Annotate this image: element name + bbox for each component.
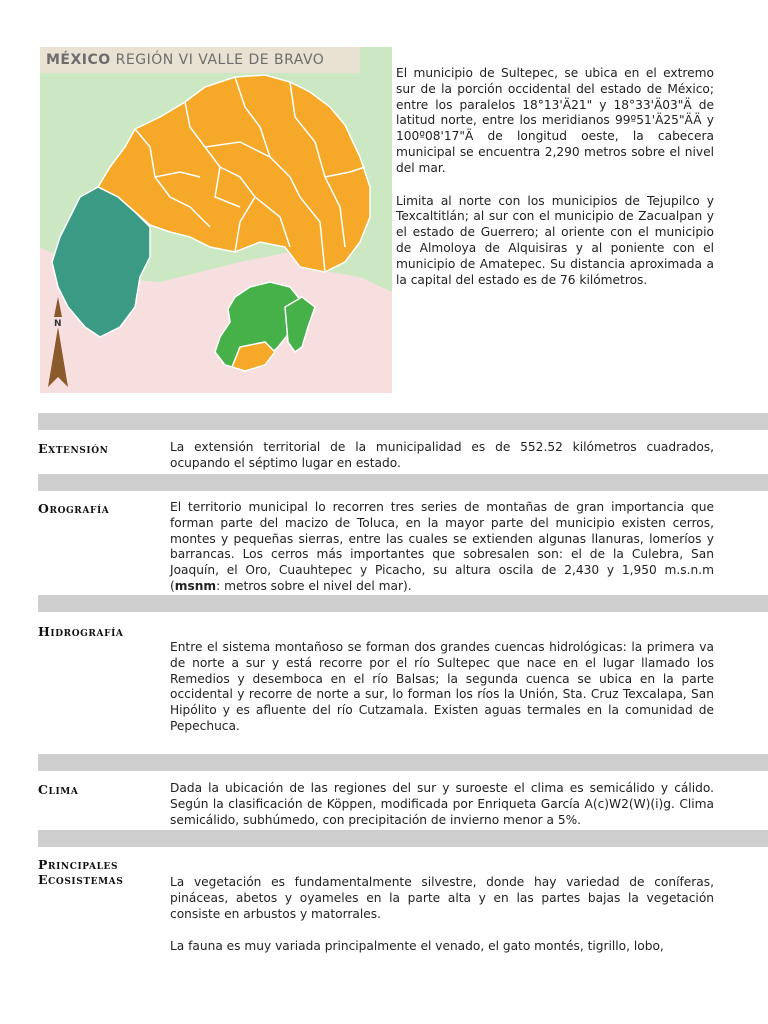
map-title-region: REGIÓN VI VALLE DE BRAVO — [115, 52, 325, 68]
vegetation-paragraph: La vegetación es fundamentalmente silvestre, donde hay variedad de coníferas, pináceas, abetos y oyameles en la parte alta y en las partes bajas la vegetación consiste en arbustos y matorrales. — [170, 875, 714, 921]
section-divider-bar — [38, 754, 768, 771]
extension-paragraph: La extensión territorial de la municipalidad es de 552.52 kilómetros cuadrados, ocupando el séptimo lugar en estado. — [170, 440, 714, 470]
section-text-orography — [170, 500, 714, 612]
orography-paragraph — [170, 500, 714, 595]
section-text-hydrography — [170, 640, 714, 752]
orography-text-end: : metros sobre el nivel del mar). — [216, 578, 412, 593]
region-map — [40, 47, 392, 393]
orography-text-bold: msnm — [174, 578, 217, 593]
section-label-ecosystems — [38, 857, 123, 887]
section-text-extension — [170, 440, 714, 489]
north-label: N — [54, 319, 62, 329]
intro-location-paragraph: El municipio de Sultepec, se ubica en el extremo sur de la porción occidental del estado de México; entre los paralelos 18°13'Ä21" y 18°33'Ä03"Ä de latitud norte, entre los meridianos 99º51'Ä25"ÄÄ y 100º08'17"Ä de longitud oeste, la cabecera municipal se encuentra 2,290 metros sobre el nivel del mar. — [396, 66, 714, 175]
section-text-ecosystems — [170, 875, 714, 972]
section-label-climate: Clima — [38, 782, 79, 797]
intro-limits-paragraph: Limita al norte con los municipios de Tejupilco y Texcaltitlán; al sur con el municipio de Zacualpan y el estado de Guerrero; al oriente con el municipio de Almoloya de Alquisiras y al poniente con el municipio de Amatepec. Su distancia aproximada a la capital del estado es de 76 kilómetros. — [396, 193, 714, 287]
hydrography-paragraph: Entre el sistema montañoso se forman dos grandes cuencas hidrológicas: la primera va de norte a sur y está recorre por el río Sultepec que nace en el lugar llamado los Remedios y desemboca en el río Balsas; la segunda cuenca se ubica en la parte occidental y recorre de norte a sur, lo forman los ríos la Unión, Sta. Cruz Texcalapa, San Hipólito y es afluente del río Cutzamala. Existen aguas termales en la comunidad de Pepechuca. — [170, 640, 714, 733]
map-title — [40, 47, 360, 73]
map-title-country: MÉXICO — [46, 52, 111, 68]
intro-text — [396, 66, 714, 305]
section-divider-bar — [38, 413, 768, 430]
section-label-extension: Extensión — [38, 441, 109, 456]
section-label-orography: Orografía — [38, 501, 110, 516]
ecosystems-label-line2: Ecosistemas — [38, 872, 124, 887]
section-label-hydrography: Hidrografía — [38, 624, 124, 639]
orography-text-main: El territorio municipal lo recorren tres series de montañas de gran importancia que forman parte del macizo de Toluca, en la mayor parte del municipio existen cerros, montes y pequeñas sierras, entre las cuales se extienden algunas llanuras, lomeríos y barrancas. Los cerros más importantes que sobresalen son: el de la Culebra, San Joaquín, el Oro, Cuauhtepec y Picacho, su altura oscila de 2,430 y 1,950 m.s.n.m ( — [170, 500, 714, 593]
ecosystems-label-line1: Principales — [38, 857, 119, 872]
fauna-paragraph: La fauna es muy variada principalmente el venado, el gato montés, tigrillo, lobo, — [170, 939, 664, 954]
section-text-climate — [170, 781, 714, 845]
climate-paragraph: Dada la ubicación de las regiones del sur y suroeste el clima es semicálido y cálido. Según la clasificación de Köppen, modificada por Enriqueta García A(c)W2(W)(i)g. Clima semicálido, subhúmedo, con precipitación de invierno menor a 5%. — [170, 781, 714, 827]
